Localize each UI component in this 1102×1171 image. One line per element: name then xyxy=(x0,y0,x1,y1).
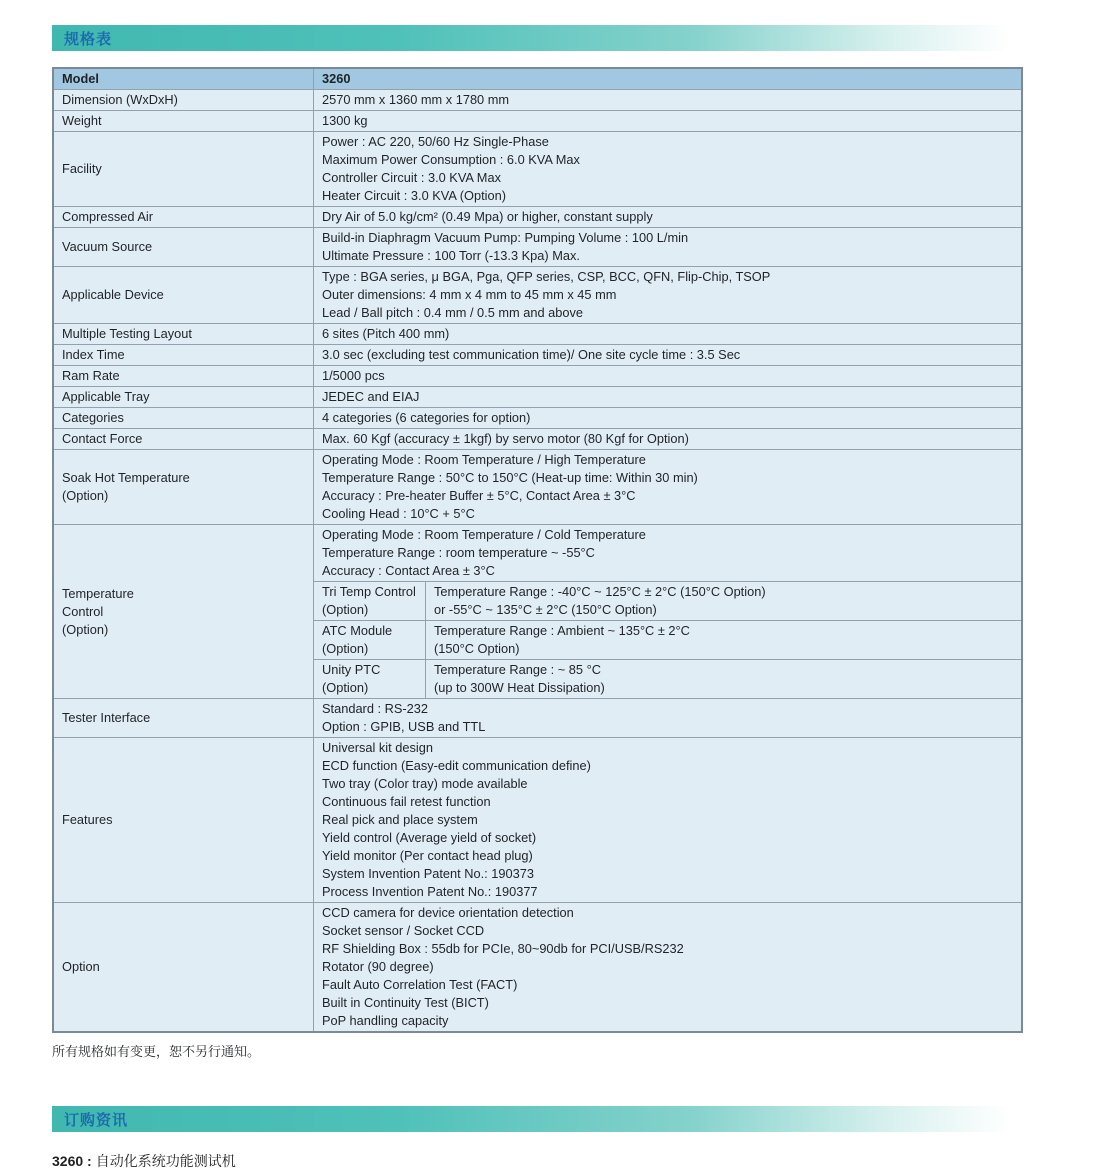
spec-row-value xyxy=(314,345,1021,365)
spec-row-label xyxy=(54,345,314,365)
spec-text-line: Max. 60 Kgf (accuracy ± 1kgf) by servo motor (80 Kgf for Option) xyxy=(322,431,689,446)
spec-subrow-value xyxy=(426,582,1021,620)
spec-text-line: Heater Circuit : 3.0 KVA (Option) xyxy=(322,188,506,203)
spec-table xyxy=(52,67,1023,1033)
spec-row xyxy=(54,407,1021,428)
spec-text-line: Temperature Range : 50°C to 150°C (Heat-up time: Within 30 min) xyxy=(322,470,698,485)
spec-subrow-label xyxy=(314,660,426,698)
spec-row xyxy=(54,737,1021,902)
spec-text-line: Ram Rate xyxy=(62,368,120,383)
spec-text-line: Outer dimensions: 4 mm x 4 mm to 45 mm x 45 mm xyxy=(322,287,617,302)
spec-section-bar xyxy=(52,25,1040,51)
spec-text-line: 6 sites (Pitch 400 mm) xyxy=(322,326,450,341)
spec-row-label xyxy=(54,738,314,902)
spec-text-line: Real pick and place system xyxy=(322,812,478,827)
spec-text-line: Accuracy : Pre-heater Buffer ± 5°C, Contact Area ± 3°C xyxy=(322,488,636,503)
spec-disclaimer-note: 所有规格如有变更，恕不另行通知。 xyxy=(52,1044,261,1059)
spec-text-line: 3260 xyxy=(322,71,351,86)
spec-row-value xyxy=(314,429,1021,449)
spec-text-line: Two tray (Color tray) mode available xyxy=(322,776,528,791)
spec-row-label xyxy=(54,387,314,407)
spec-text-line: Continuous fail retest function xyxy=(322,794,491,809)
spec-text-line: (Option) xyxy=(62,488,109,503)
spec-row xyxy=(54,386,1021,407)
spec-text-line: Temperature Range : ~ 85 °C xyxy=(434,662,601,677)
order-model-description: 自动化系统功能测试机 xyxy=(95,1153,236,1169)
spec-row xyxy=(54,344,1021,365)
spec-row-value xyxy=(314,903,1021,1031)
spec-text-line: Multiple Testing Layout xyxy=(62,326,192,341)
spec-text-line: 1/5000 pcs xyxy=(322,368,385,383)
spec-text-line: ATC Module xyxy=(322,623,393,638)
spec-text-line: Temperature Range : -40°C ~ 125°C ± 2°C (150°C Option) xyxy=(434,584,766,599)
spec-row-label xyxy=(54,525,314,698)
spec-text-line: Ultimate Pressure : 100 Torr (-13.3 Kpa) Max. xyxy=(322,248,580,263)
spec-row xyxy=(54,227,1021,266)
order-section-bar xyxy=(52,1106,1040,1132)
spec-row-value xyxy=(314,366,1021,386)
spec-text-line: Vacuum Source xyxy=(62,239,153,254)
spec-row-value xyxy=(314,228,1021,266)
spec-subrow-value xyxy=(426,660,1021,698)
spec-text-line: System Invention Patent No.: 190373 xyxy=(322,866,534,881)
spec-text-line: Power : AC 220, 50/60 Hz Single-Phase xyxy=(322,134,549,149)
spec-text-line: 2570 mm x 1360 mm x 1780 mm xyxy=(322,92,510,107)
spec-text-line: Cooling Head : 10°C + 5°C xyxy=(322,506,475,521)
spec-row-label xyxy=(54,207,314,227)
spec-row-label xyxy=(54,429,314,449)
spec-header-model-label xyxy=(54,69,314,89)
order-model-number: 3260 : xyxy=(52,1153,92,1169)
spec-row-value xyxy=(314,207,1021,227)
spec-row-label xyxy=(54,132,314,206)
spec-table-header-row xyxy=(54,69,1021,89)
spec-text-line: Maximum Power Consumption : 6.0 KVA Max xyxy=(322,152,580,167)
spec-header-model-value xyxy=(314,69,1021,89)
spec-text-line: Operating Mode : Room Temperature / Cold Temperature xyxy=(322,527,646,542)
spec-text-line: Temperature Range : Ambient ~ 135°C ± 2°C xyxy=(434,623,690,638)
spec-subrow xyxy=(314,659,1021,698)
spec-subrow-value xyxy=(314,525,1021,581)
spec-subrow-label xyxy=(314,582,426,620)
spec-row-label xyxy=(54,450,314,524)
spec-text-line: Standard : RS-232 xyxy=(322,701,428,716)
spec-text-line: (Option) xyxy=(322,602,369,617)
spec-text-line: 3.0 sec (excluding test communication time)/ One site cycle time : 3.5 Sec xyxy=(322,347,741,362)
spec-row-label xyxy=(54,267,314,323)
order-info-line xyxy=(52,1151,1023,1171)
spec-text-line: Temperature xyxy=(62,585,134,601)
spec-text-line: Universal kit design xyxy=(322,740,433,755)
spec-text-line: Weight xyxy=(62,113,102,128)
spec-row xyxy=(54,131,1021,206)
spec-row-value xyxy=(314,699,1021,737)
spec-subrow-label xyxy=(314,621,426,659)
spec-row-value xyxy=(314,387,1021,407)
spec-row xyxy=(54,449,1021,524)
spec-text-line: PoP handling capacity xyxy=(322,1013,449,1028)
spec-row-label xyxy=(54,408,314,428)
spec-text-line: Model xyxy=(62,71,99,86)
spec-subrow xyxy=(314,620,1021,659)
spec-row xyxy=(54,524,1021,698)
spec-text-line: Soak Hot Temperature xyxy=(62,470,190,485)
spec-subrow xyxy=(314,525,1021,581)
spec-text-line: Index Time xyxy=(62,347,125,362)
spec-text-line: JEDEC and EIAJ xyxy=(322,389,420,404)
spec-text-line: (Option) xyxy=(322,641,369,656)
spec-text-line: Yield monitor (Per contact head plug) xyxy=(322,848,533,863)
spec-row xyxy=(54,206,1021,227)
spec-text-line: 4 categories (6 categories for option) xyxy=(322,410,531,425)
spec-text-line: Applicable Device xyxy=(62,287,164,302)
spec-row-value xyxy=(314,738,1021,902)
spec-text-line: Dimension (WxDxH) xyxy=(62,92,178,107)
spec-text-line: (up to 300W Heat Dissipation) xyxy=(434,680,605,695)
spec-row xyxy=(54,323,1021,344)
spec-text-line: Built in Continuity Test (BICT) xyxy=(322,995,489,1010)
spec-text-line: CCD camera for device orientation detection xyxy=(322,905,574,920)
spec-text-line: Unity PTC xyxy=(322,662,381,677)
spec-subrow-value xyxy=(426,621,1021,659)
spec-text-line: Tester Interface xyxy=(62,710,151,725)
spec-text-line: Contact Force xyxy=(62,431,143,446)
spec-row-label xyxy=(54,699,314,737)
spec-text-line: RF Shielding Box : 55db for PCIe, 80~90db for PCI/USB/RS232 xyxy=(322,941,684,956)
spec-text-line: Features xyxy=(62,812,113,827)
spec-text-line: Process Invention Patent No.: 190377 xyxy=(322,884,538,899)
spec-row-label xyxy=(54,90,314,110)
spec-row-label xyxy=(54,324,314,344)
spec-text-line: Option : GPIB, USB and TTL xyxy=(322,719,486,734)
spec-text-line: Applicable Tray xyxy=(62,389,150,404)
spec-text-line: Type : BGA series, μ BGA, Pga, QFP series, CSP, BCC, QFN, Flip-Chip, TSOP xyxy=(322,269,771,284)
spec-row-label xyxy=(54,366,314,386)
spec-text-line: Compressed Air xyxy=(62,209,154,224)
spec-row-value xyxy=(314,267,1021,323)
spec-text-line: (150°C Option) xyxy=(434,641,520,656)
spec-text-line: 1300 kg xyxy=(322,113,368,128)
order-section-title: 订购资讯 xyxy=(64,1111,129,1129)
spec-text-line: Option xyxy=(62,959,100,974)
spec-text-line: Controller Circuit : 3.0 KVA Max xyxy=(322,170,501,185)
spec-row-value xyxy=(314,132,1021,206)
spec-row-value xyxy=(314,408,1021,428)
spec-row-label xyxy=(54,228,314,266)
spec-text-line: Dry Air of 5.0 kg/cm² (0.49 Mpa) or higher, constant supply xyxy=(322,209,653,224)
spec-text-line: Tri Temp Control xyxy=(322,584,416,599)
spec-row xyxy=(54,110,1021,131)
spec-row xyxy=(54,698,1021,737)
spec-row-label xyxy=(54,111,314,131)
spec-text-line: Control xyxy=(62,603,104,619)
spec-text-line: Fault Auto Correlation Test (FACT) xyxy=(322,977,518,992)
spec-text-line: Facility xyxy=(62,161,102,176)
spec-text-line: or -55°C ~ 135°C ± 2°C (150°C Option) xyxy=(434,602,657,617)
spec-sheet-page xyxy=(52,0,1023,1171)
spec-row xyxy=(54,89,1021,110)
spec-text-line: Temperature Range : room temperature ~ -55°C xyxy=(322,545,595,560)
spec-row-value xyxy=(314,450,1021,524)
spec-text-line: (Option) xyxy=(62,621,109,637)
spec-row-value xyxy=(314,111,1021,131)
spec-row-value xyxy=(314,90,1021,110)
spec-subrow xyxy=(314,581,1021,620)
spec-row xyxy=(54,428,1021,449)
spec-row xyxy=(54,365,1021,386)
spec-text-line: ECD function (Easy-edit communication define) xyxy=(322,758,591,773)
spec-section-title: 规格表 xyxy=(64,30,113,48)
spec-text-line: (Option) xyxy=(322,680,369,695)
spec-row xyxy=(54,266,1021,323)
spec-text-line: Build-in Diaphragm Vacuum Pump: Pumping Volume : 100 L/min xyxy=(322,230,689,245)
spec-text-line: Categories xyxy=(62,410,124,425)
spec-row-subrows xyxy=(314,525,1021,698)
spec-text-line: Accuracy : Contact Area ± 3°C xyxy=(322,563,495,578)
spec-row-label xyxy=(54,903,314,1031)
spec-text-line: Operating Mode : Room Temperature / High Temperature xyxy=(322,452,646,467)
spec-text-line: Yield control (Average yield of socket) xyxy=(322,830,537,845)
spec-row-value xyxy=(314,324,1021,344)
spec-text-line: Socket sensor / Socket CCD xyxy=(322,923,485,938)
spec-text-line: Lead / Ball pitch : 0.4 mm / 0.5 mm and above xyxy=(322,305,584,320)
spec-row xyxy=(54,902,1021,1031)
spec-text-line: Rotator (90 degree) xyxy=(322,959,434,974)
